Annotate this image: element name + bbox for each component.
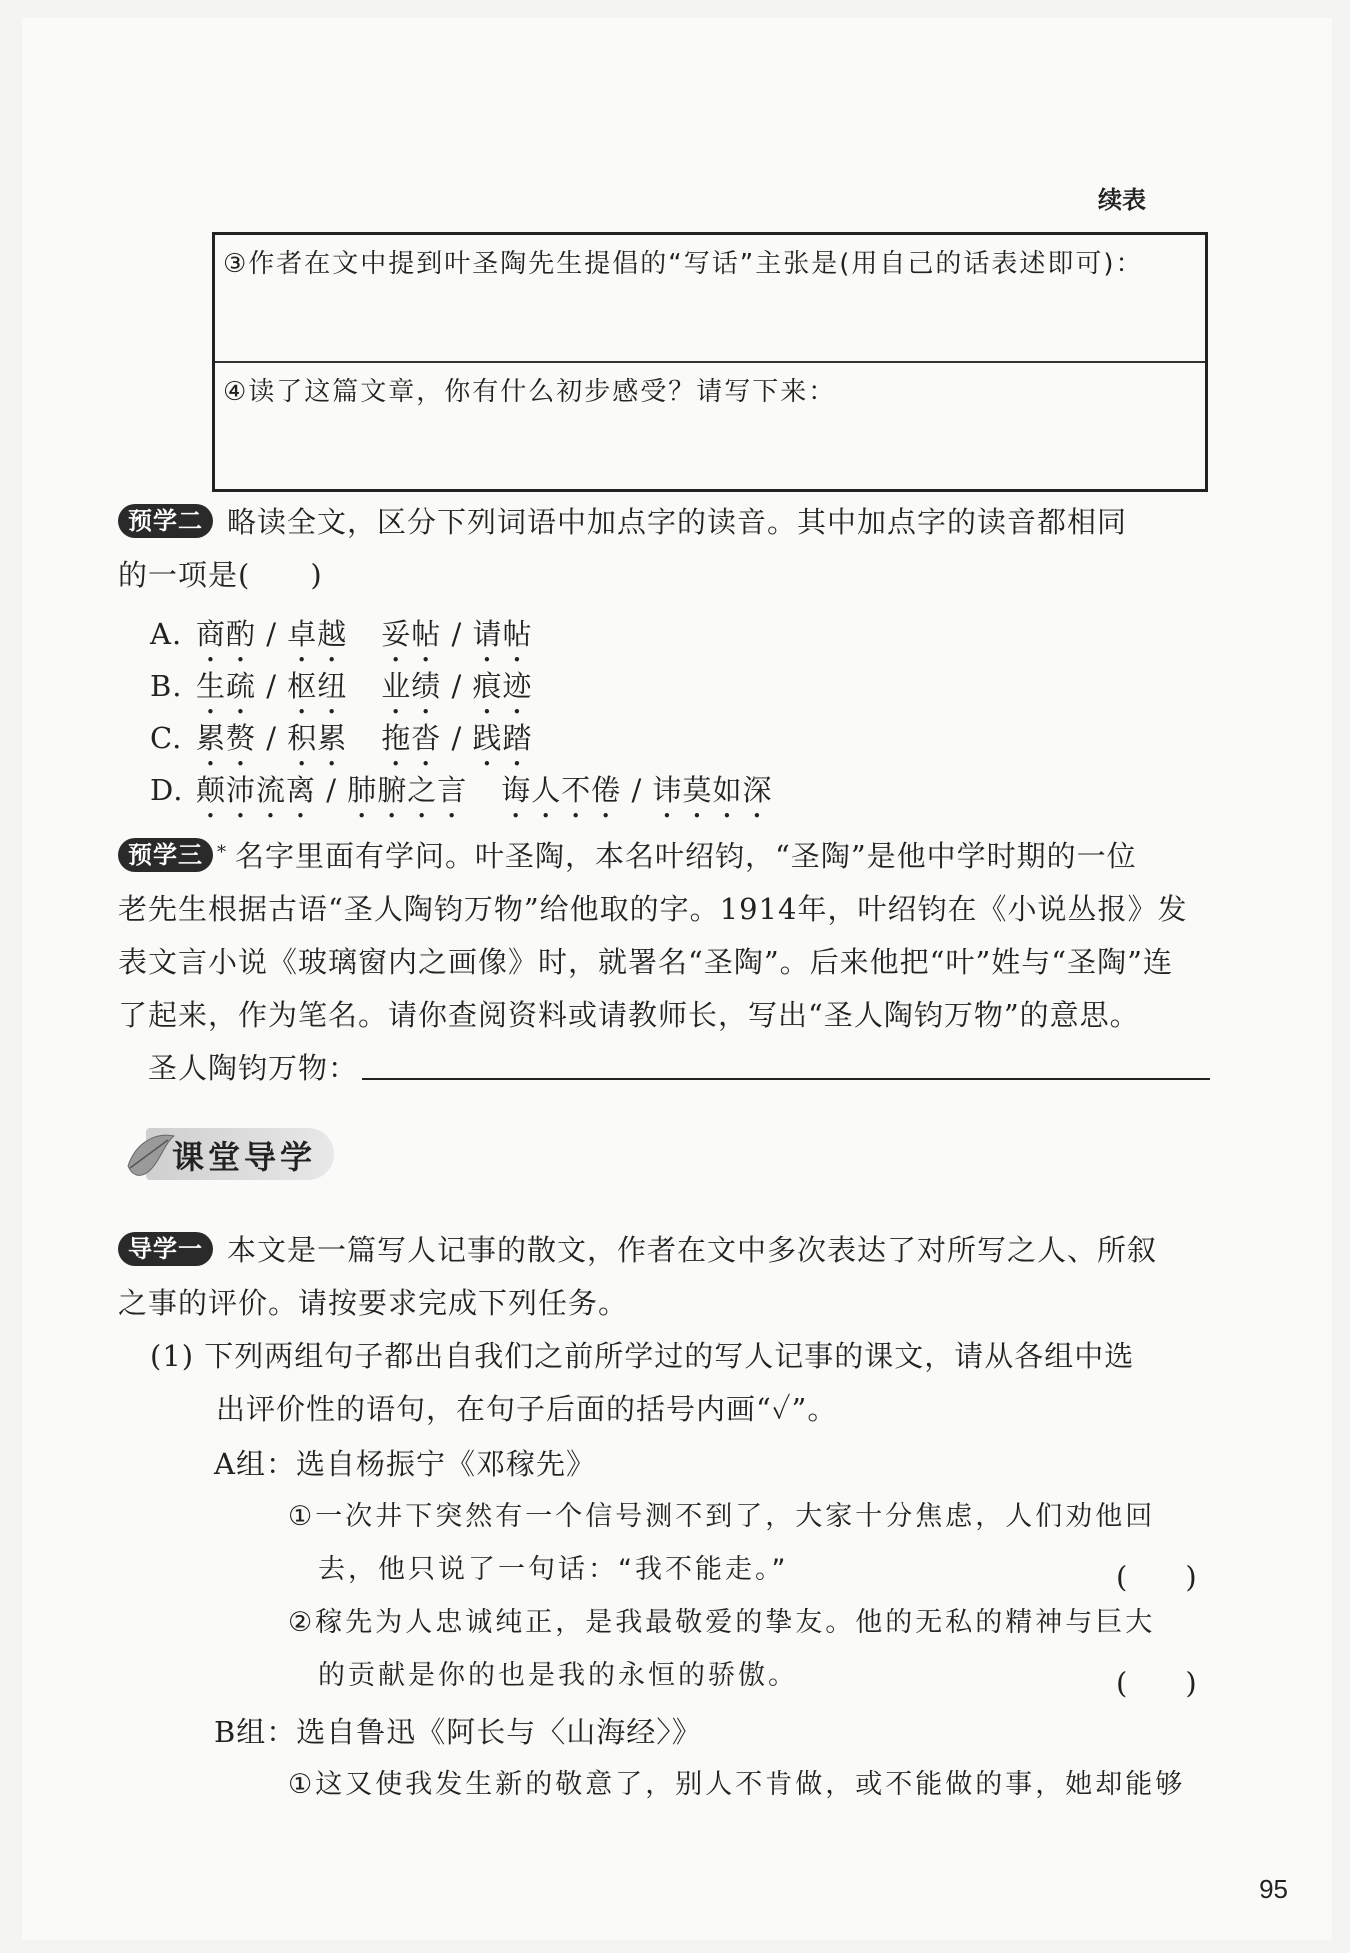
item-line: ②稼先为人忠诚纯正，是我最敬爱的挚友。他的无私的精神与巨大	[288, 1607, 1156, 1638]
option-word: 累赘	[196, 721, 257, 755]
option-letter: B.	[150, 669, 183, 703]
task-1-line: 出评价性的语句，在句子后面的括号内画“✓”。	[216, 1392, 838, 1426]
item-line: ①一次井下突然有一个信号测不到了，大家十分焦虑，人们劝他回	[288, 1501, 1156, 1532]
option-a: A. 商酌 / 卓越 妥帖 / 请帖	[150, 614, 533, 669]
prestudy3-question	[118, 826, 1210, 1095]
option-word: 诲人不倦	[501, 773, 622, 807]
option-word: 颠沛流离	[196, 773, 317, 807]
option-letter: D.	[150, 773, 184, 807]
option-word: 肺腑之言	[347, 773, 468, 807]
prestudy2-badge: 预学二	[118, 504, 213, 538]
item-line: ①这又使我发生新的敬意了，别人不肯做，或不能做的事，她却能够	[288, 1769, 1186, 1800]
section-title: 课堂导学	[172, 1138, 317, 1176]
guide1-line: 本文是一篇写人记事的散文，作者在文中多次表达了对所写之人、所叙	[227, 1233, 1158, 1267]
leaf-icon	[120, 1122, 180, 1188]
prestudy3-line: 表文言小说《玻璃窗内之画像》时，就署名“圣陶”。后来他把“叶”姓与“圣陶”连	[118, 945, 1173, 979]
answer-blank[interactable]	[362, 1078, 1210, 1080]
group-b-item-1	[288, 1758, 1210, 1811]
table-row-3: ③作者在文中提到叶圣陶先生提倡的“写话”主张是(用自己的话表述即可)：	[214, 234, 1207, 363]
option-word: 拖沓	[381, 721, 442, 755]
answer-label: 圣人陶钧万物：	[148, 1051, 359, 1085]
option-word: 践踏	[472, 721, 533, 755]
option-word: 妥帖	[381, 617, 442, 651]
page-number: 95	[1259, 1874, 1288, 1904]
guide1-line: 之事的评价。请按要求完成下列任务。	[118, 1286, 629, 1320]
group-a-item-2	[288, 1596, 1210, 1702]
group-b-title: B组：选自鲁迅《阿长与〈山海经〉》	[214, 1715, 702, 1749]
task-1	[150, 1330, 1210, 1436]
option-c: C. 累赘 / 积累 拖沓 / 践踏	[150, 718, 533, 773]
group-a-item-1	[288, 1490, 1210, 1596]
answer-paren-a1[interactable]: ( )	[1116, 1560, 1197, 1594]
prestudy2-text-line1: 略读全文，区分下列词语中加点字的读音。其中加点字的读音都相同	[227, 505, 1128, 539]
option-word: 讳莫如深	[652, 773, 773, 807]
option-b: B. 生疏 / 枢纽 业绩 / 痕迹	[150, 666, 533, 721]
section-banner	[120, 1122, 340, 1188]
option-letter: C.	[150, 721, 183, 755]
prestudy3-line: 名字里面有学问。叶圣陶，本名叶绍钧，“圣陶”是他中学时期的一位	[235, 839, 1137, 873]
prestudy3-badge: 预学三	[118, 838, 213, 872]
option-word: 枢纽	[287, 669, 348, 703]
option-letter: A.	[150, 617, 183, 651]
option-word: 卓越	[287, 617, 348, 651]
table-row-4: ④读了这篇文章，你有什么初步感受？请写下来：	[214, 362, 1207, 491]
option-word: 生疏	[196, 669, 257, 703]
prestudy2-question	[118, 496, 1210, 602]
prestudy3-line: 老先生根据古语“圣人陶钧万物”给他取的字。1914年，叶绍钧在《小说丛报》发	[118, 892, 1188, 926]
star-mark: *	[217, 842, 227, 863]
option-word: 痕迹	[472, 669, 533, 703]
option-word: 请帖	[472, 617, 533, 651]
item-line: 的贡献是你的也是我的永恒的骄傲。	[318, 1660, 798, 1691]
continued-label: 续表	[1098, 186, 1146, 214]
guide1-question	[118, 1224, 1210, 1330]
option-word: 业绩	[381, 669, 442, 703]
option-d: D. 颠沛流离 / 肺腑之言 诲人不倦 / 讳莫如深	[150, 770, 773, 825]
item-line: 去，他只说了一句话：“我不能走。”	[318, 1554, 789, 1585]
group-a-title: A组：选自杨振宁《邓稼先》	[214, 1447, 596, 1481]
prestudy2-text-line2: 的一项是( )	[118, 558, 323, 592]
answer-paren-a2[interactable]: ( )	[1116, 1666, 1197, 1700]
continued-table	[212, 232, 1208, 492]
option-word: 商酌	[196, 617, 257, 651]
guide1-badge: 导学一	[118, 1232, 213, 1266]
task-1-line: (1) 下列两组句子都出自我们之前所学过的写人记事的课文，请从各组中选	[150, 1339, 1135, 1373]
prestudy3-line: 了起来，作为笔名。请你查阅资料或请教师长，写出“圣人陶钧万物”的意思。	[118, 998, 1140, 1032]
option-word: 积累	[287, 721, 348, 755]
